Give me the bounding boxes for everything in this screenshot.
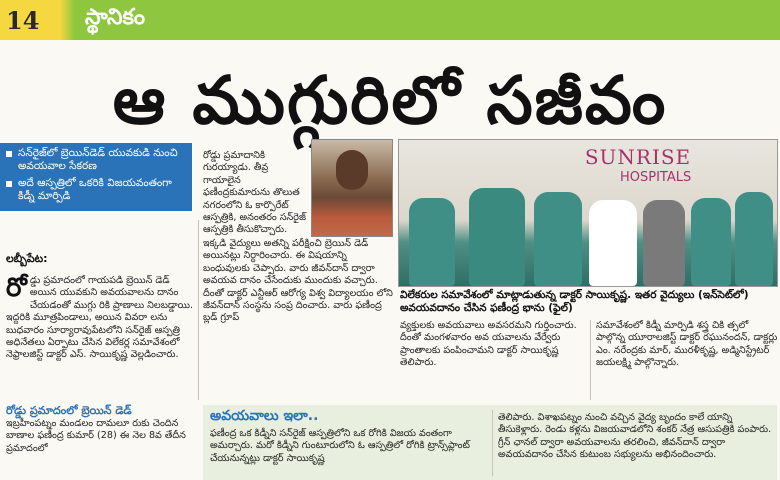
portrait-face-shape (336, 150, 368, 190)
column-divider (198, 220, 199, 400)
headline: ఆ ముగ్గురిలో సజీవం (112, 62, 668, 139)
article-column-2: రోడ్డు ప్రమాదానికి గురయ్యాడు. తీవ్ర గాయాలైన ఫణీంద్రకుమారును తొలుత నగరంలోని ఓ కార్పొరేట్ ఆస్పత్రికి, అనంతరం సన్‌రైజ్ ఆస్పత్రికి తీసుకొచ్చారు. (203, 150, 306, 236)
article-column-4: సమావేశంలో కిడ్నీ మార్పిడి శస్త్ర చికి త్సలో పాల్గొన్న యూరాలజిస్ట్ డాక్టర్ రఘునందన్, డాక్టర్లు ఎం. నరేంద్రకు మార్, మురళీకృష్ణ, అడ్మినిస్ట్రేటర్ జయలక్ష్మి పాల్గొన్నారు. (596, 320, 778, 369)
column-text: డ్డు ప్రమాదంలో గాయపడి బ్రెయిన్ డెడ్ అయిన యువకుని అవయవాలను దానం చేయడంతో ముగ్గు రికి ప్రాణాలు నిలబడ్డాయి. ఇద్దరికి మూత్రపిండాలు, అయిన వివరా లను బుధవారం సూర్యారావుపేటలోని సన్‌రైజ్ ఆస్పత్రి అధినేతలు ఏర్పాటు చేసిన విలేకర్ల సమావేశంలో నెఫ్రాలజిస్ట్ డాక్టర్ ఎస్. సాయికృష్ణ వెల్లడించారు. (6, 275, 194, 361)
sidebar-text-left: ఫణీంద్ర ఒక కిడ్నీని సన్‌రైజ్ ఆస్పత్రిలోని ఒక రోగికి విజయ వంతంగా అమర్చారు. మరో కిడ్నీని గుంటూరులోని ఓ ఆస్పత్రిలో రోగికి ట్రాన్స్‌ప్లాంట్ చేయనున్నట్లు డాక్టర్ సాయికృష్ణ (210, 428, 470, 464)
subheading: రోడ్డు ప్రమాదంలో బ్రెయిన్ డెడ్ (6, 404, 132, 417)
sidebar-text-right: తెలిపారు. విశాఖపట్నం నుంచి వచ్చిన వైద్య బృందం కాలే యాన్ని తీసుకెళ్లారు. రెండు కళ్లను విజయవాడలోని శంకర్ నేత్ర ఆసుపత్రికి పంపారు. గ్రీన్ ఛానల్ ద్వారా అవయవాలను తరలించి, జీవన్‌దాన్ ద్వారా అవయవదానం చేసిన కుటుంబ సభ్యులను అభినందించారు. (498, 412, 772, 461)
doctor-figure (534, 192, 582, 286)
article-column-3: వ్యక్తులకు అవయవాలు అవసరమని గుర్తించారు. దీంతో మంగళవారం అవ యవాలను వేర్వేరు ప్రాంతాలకు పంపించామని డాక్టర్ సాయికృష్ణ తెలిపారు. (400, 320, 577, 369)
section-title: స్థానికం (85, 5, 146, 30)
highlights-box (0, 143, 192, 211)
highlight-item: అదే ఆస్పత్రిలో ఒకరికి విజయవంతంగా కిడ్నీ మార్పిడి (0, 177, 192, 203)
dateline: లబ్బీపేట: (6, 252, 48, 265)
column-divider (492, 410, 493, 476)
photo-caption: విలేకరుల సమావేశంలో మాట్లాడుతున్న డాక్టర్ సాయికృష్ణ. ఇతర వైద్యులు (ఇన్‌సెట్‌లో) అవయవదానం చేసిన ఫణీంద్ర భాను (ఫైల్) (400, 289, 749, 314)
doctor-figure (409, 198, 455, 286)
article-column-1 (6, 275, 196, 362)
doctor-figure (691, 198, 731, 286)
hospital-logo-subtext: HOSPITALS (620, 170, 692, 185)
sidebar-title: అవయవాలు ఇలా.. (210, 408, 319, 424)
column-divider (590, 320, 591, 400)
doctor-figure (589, 200, 637, 286)
doctor-figure (735, 192, 773, 286)
drop-cap: రో (6, 273, 27, 303)
inset-portrait-photo (311, 139, 393, 237)
doctor-figure (643, 200, 685, 286)
article-column-2-continued: ఇక్కడి వైద్యులు అతన్ని పరీక్షించి బ్రెయిన్ డెడ్ అయినట్లు నిర్ధారించారు. ఈ విషయాన్ని బంధువులకు చెప్పారు. వారు జీవన్‌దాన్ ద్వారా అవయవ దానం చేసేందుకు ముందుకు వచ్చారు. దీంతో డాక్టర్ ఎన్టీఆర్ ఆరోగ్య విశ్వ విద్యాలయం లోని జీవన్‌దాన్ సంస్థను సంప్ర దించారు. వారు ఫణీంద్ర బ్లడ్ గ్రూప్ (203, 238, 393, 324)
doctor-figure (469, 188, 525, 286)
hospital-logo-text: SUNRISE (584, 145, 692, 169)
highlight-item: సన్‌రైజ్‌లో బ్రెయిన్‌డెడ్ యువకుడి నుంచి అవయవాల సేకరణ (0, 147, 192, 173)
page-number: 14 (6, 6, 40, 35)
article-column-1-continued: ఇబ్రహీంపట్నం మండలం దామలూ రుకు చెందిన బాణాల ఫణీంద్ర కుమార్ (28) ఈ నెల 8వ తేదీన ప్రమాదంలో (6, 418, 186, 454)
